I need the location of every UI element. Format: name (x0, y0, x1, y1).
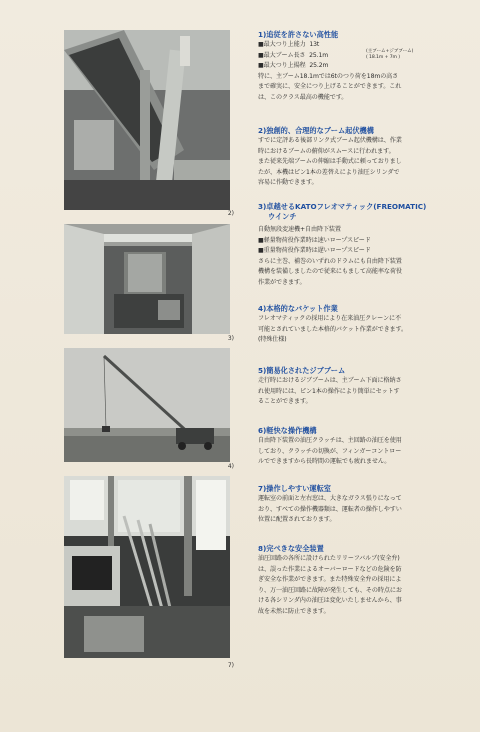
section-jib-boom (258, 366, 472, 408)
spec-row-boom-length: ■最大ブーム長さ 25.1m (主ブーム+ジブブーム) ( 18.1m + 7m ) (258, 48, 414, 60)
body-line: (特殊仕様) (258, 336, 287, 344)
photo-caption-3: 3) (227, 335, 234, 342)
body-line: 特に、主ブーム18.1mでは6tのつり荷を18mの高さ (258, 72, 399, 80)
photo-boom-hoist-mechanism (64, 30, 230, 210)
photo-winch-drum (64, 224, 230, 334)
body-line: は、誤った作業によるオーバーロードなどの危険を防 (258, 565, 402, 573)
section-heading: 4)本格的なバケット作業 (258, 304, 338, 313)
body-line: 油圧回路の各所に設けられたリリーフバルブ(安全弁) (258, 555, 400, 562)
spec-note: (主ブーム+ジブブーム) ( 18.1m + 7m ) (366, 48, 414, 60)
section-heading: 3)卓越せるKATOフレオマティック(FREOMATIC) (258, 202, 427, 211)
photo-crane-bucket-work (64, 348, 230, 462)
body-line: 走行時におけるジブブームは、主ブーム下面に格納さ (258, 377, 402, 384)
body-line: おり、すべての操作機器類は、運転者の操作しやすい (258, 505, 402, 513)
body-line: すでに定評ある後部リンク式ブーム起伏機構は、作業 (258, 137, 402, 144)
body-line: ける各シリンダ内の油圧は変化いたしませんから、事 (258, 597, 402, 605)
body-line: 運転室の前面と左右窓は、大きなガラス張りになって (258, 495, 402, 502)
body-line: り、万一油圧回路に故障が発生しても、その時点にお (258, 586, 402, 594)
photo-caption-2: 2) (227, 210, 234, 217)
photo-caption-7: 7) (227, 662, 234, 669)
spec-row-lift-height: ■最大つり上揚程 25.2m (258, 62, 329, 70)
body-line: ルでできますから長時間の運転でも疲れません。 (258, 458, 391, 466)
section-heading: 7)操作しやすい運転室 (258, 484, 331, 493)
photo-operator-cab (64, 476, 230, 658)
section-heading-line2: ウインチ (268, 212, 297, 221)
section-heading: 8)完ぺきな安全装置 (258, 544, 324, 553)
spec-row-capacity: ■最大つり上能力 13t (258, 41, 320, 48)
section-heading: 5)簡易化されたジブブーム (258, 366, 346, 375)
body-line: は、このクラス最高の機能です。 (258, 93, 348, 101)
body-line: ぎ安全な作業ができます。また特殊安全弁の採用によ (258, 576, 402, 584)
body-line: 時におけるブームの俯仰がスムースに行われます。 (258, 147, 395, 155)
section-heading: 2)独創的、合理的なブーム起伏機構 (258, 126, 374, 135)
body-line: 故を未然に防止できます。 (258, 607, 330, 615)
section-bucket-work (258, 304, 472, 346)
section-freomatic-winch (258, 202, 472, 289)
section-operator-cab (258, 484, 472, 526)
section-heading: 6)軽快な操作機構 (258, 426, 317, 435)
section-heading: 1)追従を許さない高性能 (258, 30, 339, 39)
body-line: 作業ができます。 (258, 278, 306, 286)
body-line: れ使用時には、ピン1本の操作により簡単にセットす (258, 387, 400, 395)
body-line: まで確実に、安全につり上げることができます。これ (258, 83, 402, 91)
body-line: 可能とされていました本格的バケット作業ができます。 (258, 325, 408, 333)
photo-caption-4: 4) (227, 463, 234, 470)
body-line: さらに主巻、補巻のいずれのドラムにも自由降下装置 (258, 257, 402, 265)
body-line: 自由降下装置の油圧クラッチは、主回路の油圧を使用 (258, 437, 402, 444)
body-line: ■重量物荷役作業時は遅いロープスピード (258, 247, 371, 255)
body-line: しており、クラッチの切換が、フィンガーコントロー (258, 447, 402, 455)
body-line: また従来先端ブームの伸縮は手動式に頼っておりまし (258, 158, 402, 166)
section-safety (258, 544, 472, 618)
section-performance (258, 30, 472, 104)
body-line: 位置に配置されております。 (258, 516, 336, 524)
body-line: たが、本機はピン1本の差替えにより油圧シリンダで (258, 168, 400, 176)
section-controls (258, 426, 472, 468)
body-line: 自動無段変速機+自由降下装置 (258, 226, 341, 233)
body-line: フレオマティックの採用により在来油圧クレーンに不 (258, 315, 401, 322)
section-boom-mechanism (258, 126, 472, 189)
body-line: ■軽量物荷役作業時は速いロープスピード (258, 236, 371, 244)
body-line: 容易に作動できます。 (258, 179, 318, 187)
body-line: 機構を装備しましたので従来にもまして高能率な荷役 (258, 268, 402, 276)
body-line: ることができます。 (258, 398, 312, 406)
